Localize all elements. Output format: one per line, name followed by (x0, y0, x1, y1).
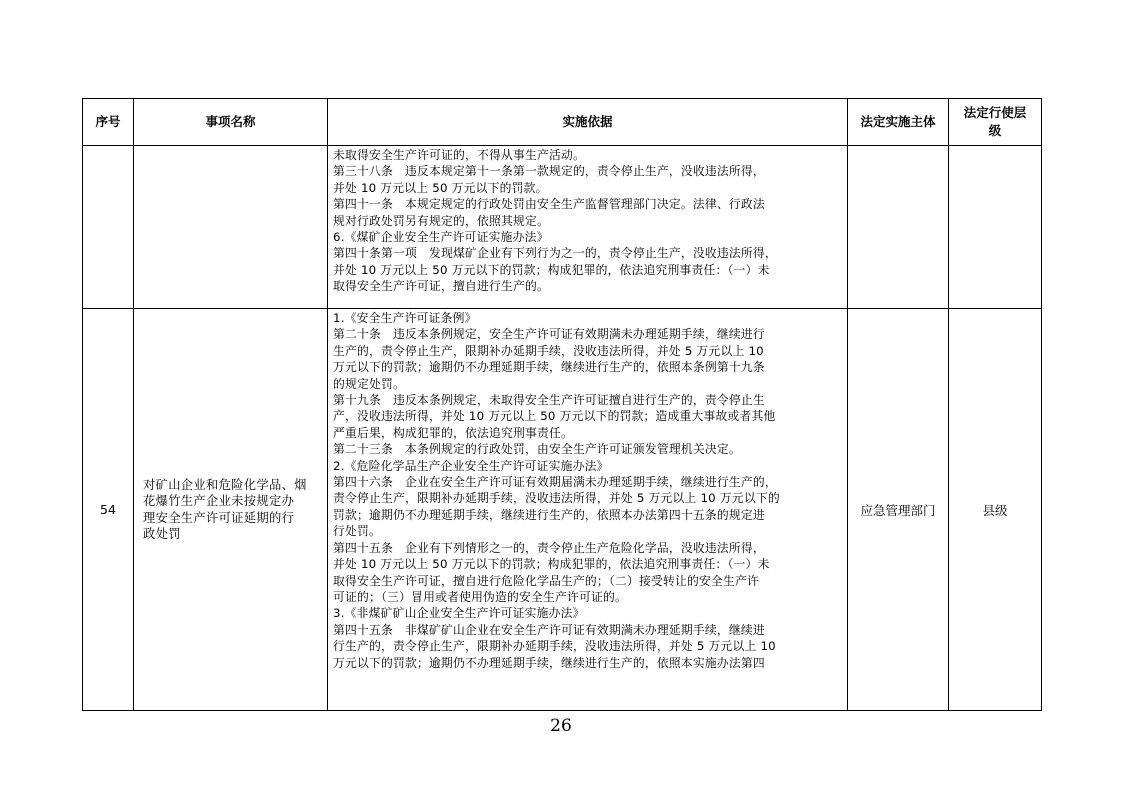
item-name-line: 花爆竹生产企业未按规定办 (143, 494, 295, 508)
basis-line: 严重后果，构成犯罪的，依法追究刑事责任。 (333, 425, 573, 440)
basis-line: 产，没收违法所得，并处 10 万元以上 50 万元以下的罚款；造成重大事故或者其他 (333, 409, 776, 424)
page-number: 26 (550, 716, 572, 736)
basis-line: 责令停止生产，限期补办延期手续，没收违法所得，并处 5 万元以上 10 万元以下的 (333, 491, 780, 506)
header-level-line2: 级 (988, 123, 1002, 138)
basis-line: 1.《安全生产许可证条例》 (333, 311, 477, 325)
basis-line: 第二十三条 本条例规定的行政处罚，由安全生产许可证颁发管理机关决定。 (333, 442, 741, 457)
basis-line: 可证的；（三）冒用或者使用伪造的安全生产许可证的。 (333, 589, 628, 604)
basis-line: 生产的，责令停止生产，限期补办延期手续，没收违法所得，并处 5 万元以上 10 (333, 343, 764, 358)
basis-line: 行生产的，责令停止生产，限期补办延期手续，没收违法所得，并处 5 万元以上 10 (333, 639, 776, 654)
cell-basis-continued (328, 146, 848, 309)
table-header-row (83, 99, 1042, 146)
cell-subject-empty (848, 146, 949, 309)
basis-line: 第四十五条 企业有下列情形之一的，责令停止生产危险化学品，没收违法所得， (333, 540, 765, 555)
basis-line: 取得安全生产许可证，擅自进行危险化学品生产的；（二）接受转让的安全生产许 (333, 573, 759, 588)
cell-no: 54 (83, 309, 134, 711)
basis-line: 6.《煤矿企业安全生产许可证实施办法》 (333, 230, 549, 245)
cell-subject: 应急管理部门 (848, 309, 949, 711)
basis-line: 第四十一条 本规定规定的行政处罚由安全生产监督管理部门决定。法律、行政法 (333, 197, 765, 212)
basis-line: 3.《非煤矿矿山企业安全生产许可证实施办法》 (333, 606, 585, 621)
basis-line: 第三十八条 违反本规定第十一条第一款规定的，责令停止生产，没收违法所得， (333, 164, 765, 179)
cell-basis (328, 309, 848, 711)
header-no: 序号 (83, 99, 134, 146)
basis-line: 取得安全生产许可证，擅自进行生产的。 (333, 279, 549, 294)
basis-line: 2.《危险化学品生产企业安全生产许可证实施办法》 (333, 458, 609, 473)
cell-item-name (134, 309, 328, 711)
basis-line: 第四十五条 非煤矿矿山企业在安全生产许可证有效期满未办理延期手续，继续进 (333, 622, 765, 637)
item-name-line: 政处罚 (143, 527, 181, 541)
header-level-line1: 法定行使层 (963, 105, 1027, 120)
basis-line: 第四十六条 企业在安全生产许可证有效期届满未办理延期手续，继续进行生产的， (333, 475, 777, 490)
basis-line: 罚款；逾期仍不办理延期手续，继续进行生产的，依照本办法第四十五条的规定进 (333, 507, 765, 522)
cell-no-empty (83, 146, 134, 309)
basis-line: 的规定处罚。 (333, 376, 405, 391)
basis-line: 并处 10 万元以上 50 万元以下的罚款；构成犯罪的，依法追究刑事责任：（一）未 (333, 557, 770, 572)
item-name-line: 对矿山企业和危险化学品、烟 (143, 477, 307, 492)
basis-line: 万元以下的罚款；逾期仍不办理延期手续，继续进行生产的，依照本条例第十九条 (333, 360, 765, 375)
header-subject: 法定实施主体 (848, 99, 949, 146)
header-level (949, 99, 1042, 146)
cell-level: 县级 (949, 309, 1042, 711)
table-row-54 (83, 309, 1042, 711)
table-row-continued (83, 146, 1042, 309)
basis-line: 万元以下的罚款；逾期仍不办理延期手续，继续进行生产的，依照本实施办法第四 (333, 655, 765, 670)
basis-line: 第四十条第一项 发现煤矿企业有下列行为之一的，责令停止生产，没收违法所得， (333, 246, 777, 261)
cell-name-empty (134, 146, 328, 309)
basis-line: 并处 10 万元以上 50 万元以下的罚款。 (333, 180, 548, 195)
basis-line: 第二十条 违反本条例规定，安全生产许可证有效期满未办理延期手续，继续进行 (333, 327, 765, 342)
cell-level-empty (949, 146, 1042, 309)
basis-line: 行处罚。 (333, 524, 381, 539)
header-basis: 实施依据 (328, 99, 848, 146)
item-table (82, 98, 1042, 711)
item-name-line: 理安全生产许可证延期的行 (143, 510, 295, 525)
header-name: 事项名称 (134, 99, 328, 146)
basis-line: 第十九条 违反本条例规定，未取得安全生产许可证擅自进行生产的，责令停止生 (333, 393, 765, 408)
basis-line: 并处 10 万元以上 50 万元以下的罚款；构成犯罪的，依法追究刑事责任：（一）未 (333, 262, 770, 277)
basis-line: 规对行政处罚另有规定的，依照其规定。 (333, 213, 549, 228)
basis-line: 未取得安全生产许可证的，不得从事生产活动。 (333, 148, 585, 162)
